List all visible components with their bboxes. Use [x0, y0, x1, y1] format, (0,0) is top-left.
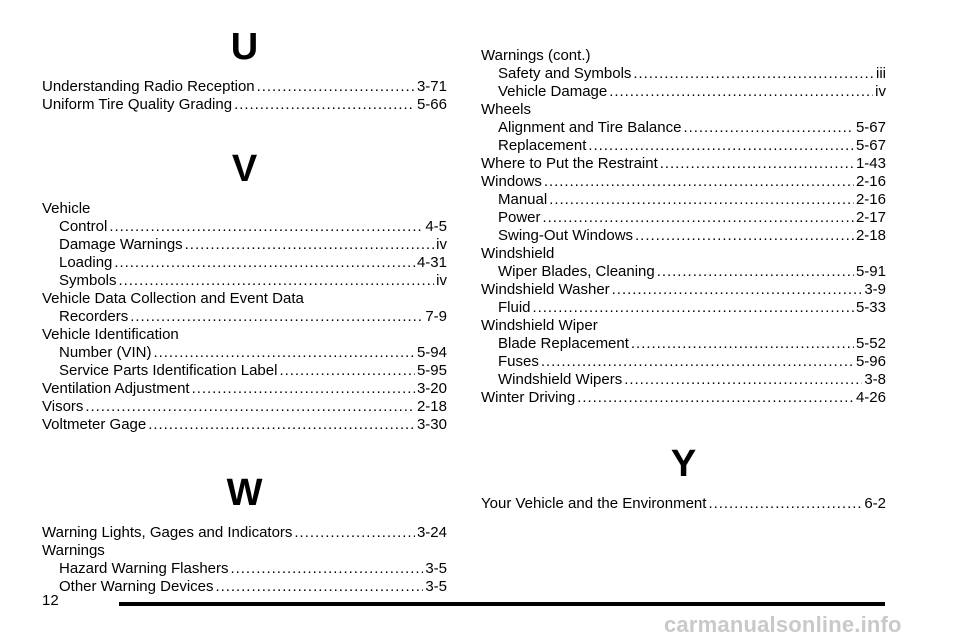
index-subentry: Windshield Wipers . . . 3-8	[481, 371, 886, 389]
index-heading: Windshield	[481, 245, 555, 262]
index-subentry: Recorders . . . 7-9	[42, 308, 447, 326]
index-entry: Understanding Radio Reception . . . 3-71	[42, 78, 447, 96]
index-heading: Wheels	[481, 101, 532, 118]
index-subentry: Power . . . 2-17	[481, 209, 886, 227]
index-entry: Your Vehicle and the Environment . . . 6-2	[481, 495, 886, 513]
index-subentry: Fuses . . . 5-96	[481, 353, 886, 371]
index-heading: Vehicle Identification	[42, 326, 179, 343]
index-entry: Uniform Tire Quality Grading . . . 5-66	[42, 96, 447, 114]
index-entry: Ventilation Adjustment . . . 3-20	[42, 380, 447, 398]
index-subentry: Fluid . . . 5-33	[481, 299, 886, 317]
index-subentry: Control . . . 4-5	[42, 218, 447, 236]
index-subentry: Vehicle Damage . . . iv	[481, 83, 886, 101]
index-subentry: Damage Warnings . . . iv	[42, 236, 447, 254]
page-number: 12	[42, 592, 59, 609]
index-subentry: Symbols . . . iv	[42, 272, 447, 290]
section-letter-v: V	[231, 148, 258, 190]
index-heading: Warnings (cont.)	[481, 47, 591, 64]
index-column-left	[42, 28, 447, 596]
index-subentry: Hazard Warning Flashers . . . 3-5	[42, 560, 447, 578]
index-subentry: Manual . . . 2-16	[481, 191, 886, 209]
index-entry: Visors . . . 2-18	[42, 398, 447, 416]
index-entry: Voltmeter Gage . . . 3-30	[42, 416, 447, 434]
index-heading: Warnings	[42, 542, 105, 559]
index-entry: Windshield Washer . . . 3-9	[481, 281, 886, 299]
index-entry: Where to Put the Restraint . . . 1-43	[481, 155, 886, 173]
index-entry: Warning Lights, Gages and Indicators . . . 3-24	[42, 524, 447, 542]
index-subentry: Number (VIN) . . . 5-94	[42, 344, 447, 362]
watermark: carmanualsonline.info	[664, 612, 902, 637]
index-entry: Windows . . . 2-16	[481, 173, 886, 191]
section-letter-u: U	[230, 26, 259, 68]
index-entry: Winter Driving . . . 4-26	[481, 389, 886, 407]
section-letter-y: Y	[670, 443, 697, 485]
section-letter-w: W	[226, 472, 263, 514]
index-subentry: Loading . . . 4-31	[42, 254, 447, 272]
index-subentry: Alignment and Tire Balance . . . 5-67	[481, 119, 886, 137]
index-column-right	[481, 47, 886, 513]
index-heading: Windshield Wiper	[481, 317, 598, 334]
index-subentry: Service Parts Identification Label . . . 5-95	[42, 362, 447, 380]
index-subentry: Blade Replacement . . . 5-52	[481, 335, 886, 353]
index-subentry: Other Warning Devices . . . 3-5	[42, 578, 447, 596]
index-subentry: Replacement . . . 5-67	[481, 137, 886, 155]
index-heading: Vehicle Data Collection and Event Data	[42, 290, 304, 307]
index-heading: Vehicle	[42, 200, 91, 217]
index-subentry: Safety and Symbols . . . iii	[481, 65, 886, 83]
index-subentry: Wiper Blades, Cleaning . . . 5-91	[481, 263, 886, 281]
index-subentry: Swing-Out Windows . . . 2-18	[481, 227, 886, 245]
footer-rule	[119, 602, 885, 606]
